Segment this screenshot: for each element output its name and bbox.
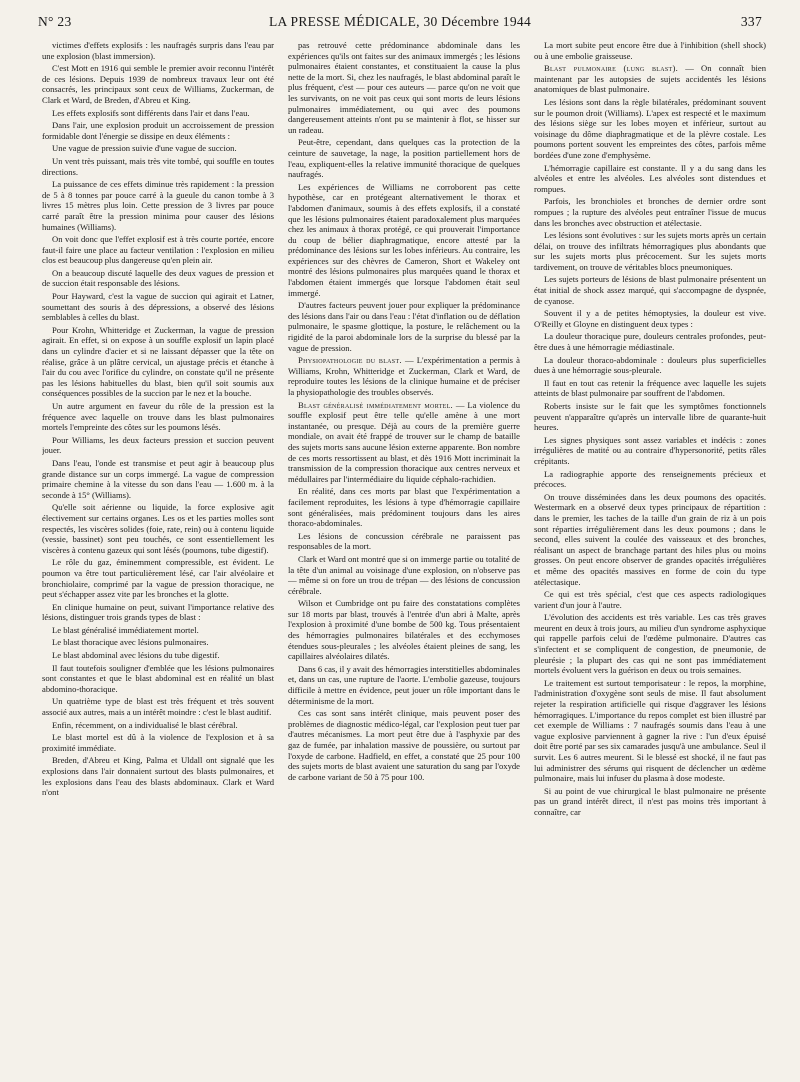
paragraph: Le blast abdominal avec lésions du tube digestif.	[52, 650, 220, 661]
section-text: — On connaît bien maintenant par les autopsies de sujets accidentés les lésions anatomiques de blast pulmonaire.	[534, 63, 766, 95]
paragraph: pas retrouvé cette prédominance abdominale dans les expériences qu'ils ont faites sur des animaux immergés ; les lésions pulmonaires étaient constantes, et constituaient la cause la plus nette de la mort. Si, chez les naufragés, le blast abdominal paraît le plus fréquent, c'est — pour ces auteurs — parce qu'on ne voit que les survivants, on ne voit pas ceux qui sont morts de leurs lésions pulmonaires immédiatement, ou qui avec des poumons dangereusement atteints n'ont pu se maintenir à flot, se hisser sur un radeau.	[288, 40, 520, 135]
paragraph: Un vent très puissant, mais très vite tombé, qui souffle en toutes directions.	[42, 155, 274, 177]
paragraph: Pour Hayward, c'est la vague de succion qui agirait et Latner, soumettant des souris à des dépressions, a observé des lésions semblables à celles du blast.	[42, 291, 274, 323]
paragraph: Si au point de vue chirurgical le blast pulmonaire ne présente pas un grand intérêt direct, il n'est pas moins très important à connaître, car	[534, 785, 766, 817]
section-heading: Blast généralisé immédiatement mortel.	[298, 399, 453, 410]
paragraph: Dans l'air, une explosion produit un accroissement de pression formidable dont l'énergie se dissipe en deux éléments :	[42, 120, 274, 141]
paragraph: Pour Krohn, Whitteridge et Zuckerman, la vague de pression agirait. En effet, si on expose à un souffle explosif un lapin placé dans un cylindre d'acier et si ne laissant dépasser que la tête on réalise, grâce à un plâtre cervical, un ajustage précis et étanche à l'air du cou avec l'orifice du cylindre, on constate qu'il ne présente pas les lésions habituelles du blast, bien qu'il soit soumis aux conséquences possibles de la succion par le nez et la bouche.	[42, 324, 274, 399]
paragraph: La douleur thoracique pure, douleurs centrales profondes, peut-être dues à une hémorragie médiastinale.	[534, 331, 766, 353]
paragraph: Le rôle du gaz, éminemment compressible, est évident. Le poumon va être tout particulièrement lésé, car l'air alvéolaire et bronchiolaire, comprimé par la vague de pression thoracique, ne peut s'échapper assez vite par les bronches et la glotte.	[42, 557, 274, 600]
middle-paragraphs-a	[288, 40, 520, 353]
paragraph: Les lésions sont dans la règle bilatérales, prédominant souvent sur le poumon droit (Williams). L'apex est respecté et le maximum des lésions siège sur les lobes moyen et inférieur, surtout au voisinage du dôme diaphragmatique et de la plèvre costale. Les poumons portent souvent les empreintes des côtes, parfois même bordées d'une zone d'emphysème.	[534, 96, 766, 160]
section-physiopathologie	[288, 355, 520, 397]
paragraph: Le blast mortel est dû à la violence de l'explosion et à sa proximité immédiate.	[42, 732, 274, 753]
paragraph: C'est Mott en 1916 qui semble le premier avoir reconnu l'intérêt de ces lésions. Depuis 1939 de nombreux travaux leur ont été consacrés, les principaux sont ceux de Williams, Zuckerman, de Clark et Ward, de Breden, d'Abreu et King.	[42, 63, 274, 105]
paragraph: D'autres facteurs peuvent jouer pour expliquer la prédominance des lésions dans l'air ou dans l'eau : l'état d'inflation ou de déflation pulmonaire, le spasme glottique, la posture, le relâchement ou la rigidité de la paroi abdominale lors de la surprise du blessé par la vague de pression.	[288, 300, 520, 353]
paragraph: Wilson et Cumbridge ont pu faire des constatations complètes sur 18 morts par blast, trouvés à l'entrée d'un abri à Malte, après l'explosion à proximité d'une bombe de 500 kg. Tous présentaient des hémorragies pulmonaires bilatérales et des ecchymoses étendues sous-pleurales ; les alvéoles étaient pleines de sang, les capillaires alvéolaires dilatés.	[288, 598, 520, 662]
paragraph: On voit donc que l'effet explosif est à très courte portée, encore faut-il faire une place au facteur ventilation : l'explosion en milieu clos est beaucoup plus dangereuse qu'en plein air.	[42, 234, 274, 266]
section-text: — La violence du souffle explosif peut être telle qu'elle amène à une mort instantanée, ou presque. Déjà au cours de la première guerre mondiale, on avait été frappé de trouver sur le champ de bataille des sujets morts sans aucune lésion externe apparente. Bon nombre de ces morts ressortissent au blast, et dès 1916 Mott incriminait la transmission de la compression thoracique aux centres nerveux et médullaires par l'intermédiaire du liquide céphalo-rachidien.	[288, 399, 520, 484]
paragraph: Les expériences de Williams ne corroborent pas cette hypothèse, car en protégeant alternativement le thorax et l'abdomen d'animaux, soumis à des effets explosifs, il a constaté que les lésions pulmonaires étaient paradoxalement plus marquées chez les animaux à thorax protégé, ce qui prouverait l'importance du coup de bélier diaphragmatique, encore attesté par la prédominance des lésions sur les lobes inférieurs. Au contraire, les expériences sur des chèvres de Cameron, Short et Wakeley ont montré des lésions pulmonaires plus marquées quand le thorax et l'abdomen étaient immergés que lorsque l'abdomen était seul immergé.	[288, 181, 520, 298]
paragraph: L'hémorragie capillaire est constante. Il y a du sang dans les alvéoles et entre les alvéoles. Les alvéoles sont distendues et rompues.	[534, 162, 766, 194]
paragraph: La radiographie apporte des renseignements précieux et précoces.	[534, 468, 766, 490]
paragraph: Les effets explosifs sont différents dans l'air et dans l'eau.	[52, 107, 250, 118]
paragraph: Les lésions de concussion cérébrale ne paraissent pas responsables de la mort.	[288, 530, 520, 552]
paragraph: En réalité, dans ces morts par blast que l'expérimentation a facilement reproduites, les lésions à type d'hémorragie capillaire sont généralisées, mais prédominent toujours dans les aires thoraco-abdominales.	[288, 486, 520, 529]
paragraph: Enfin, récemment, on a individualisé le blast cérébral.	[52, 719, 238, 730]
paragraph: La douleur thoraco-abdominale : douleurs plus superficielles dues à une hémorragie sous-pleurale.	[534, 354, 766, 376]
paragraph: Qu'elle soit aérienne ou liquide, la force explosive agit électivement sur certains organes. Les os et les parties molles sont respectés, les viscères solides (foie, rate, rein) ou à contenu liquide (vessie, bassinet) sont peu touchés, ce sont essentiellement les viscères à contenu gazeux qui sont lésés (poumons, tube digestif).	[42, 502, 274, 555]
section-blast-pulmonaire	[534, 63, 766, 95]
section-heading: Blast pulmonaire (lung blast).	[544, 63, 679, 74]
paragraph: Une vague de pression suivie d'une vague de succion.	[52, 143, 237, 154]
section-heading: Physiopathologie du blast.	[298, 355, 402, 366]
paragraph: Roberts insiste sur le fait que les symptômes fonctionnels peuvent n'apparaître qu'après un intervalle libre de quarante-huit heures.	[534, 401, 766, 433]
paragraph: En clinique humaine on peut, suivant l'importance relative des lésions, distinguer trois grands types de blast :	[42, 601, 274, 623]
paragraph: Il faut en tout cas retenir la fréquence avec laquelle les sujets atteints de blast pulmonaire par souffrent de l'abdomen.	[534, 377, 766, 399]
page-header	[38, 14, 762, 34]
paragraph: Parfois, les bronchioles et bronches de dernier ordre sont rompues ; la rupture des alvéoles peut entraîner l'issue de mucus dans les bronches avec obstruction et atélectasie.	[534, 196, 766, 228]
right-paragraphs-a	[534, 40, 766, 61]
page-number: 337	[740, 14, 762, 29]
paragraph: Dans l'eau, l'onde est transmise et peut agir à beaucoup plus grande distance sur un corps immergé. La vague de compression primaire chemine à la vitesse du son dans l'eau — 1.600 m. à la seconde à 15° (Williams).	[42, 457, 274, 500]
column-right	[534, 40, 766, 1076]
right-paragraphs-b	[534, 97, 766, 818]
section-blast-mortel	[288, 400, 520, 485]
paragraph: On trouve disséminées dans les deux poumons des opacités. Westermark en a observé deux types principaux de répartition : dans le premier, les taches de la taille d'un grain de riz à un pois sont réparties irrégulièrement dans les deux poumons ; dans le second, elles suivent la coulée des vaisseaux et des bronches, réalisant un aspect de branchage partant des hiles plus ou moins grosses. On peut encore observer de grandes opacités irrégulières et même des opacités massives en forme de coin du type atélectasique.	[534, 491, 766, 587]
column-left	[42, 40, 274, 1076]
journal-title: LA PRESSE MÉDICALE, 30 Décembre 1944	[268, 14, 532, 29]
paragraph: L'évolution des accidents est très variable. Les cas très graves meurent en deux à trois jours, au milieu d'un syndrome asphyxique qui rappelle parfois celui de l'œdème pulmonaire. D'autres cas s'infectent et se compliquent de congestion, de pneumonie, de pleurésie ; la plupart des cas qui ne sont pas immédiatement mortels évoluent vers la guérison en deux ou trois semaines.	[534, 612, 766, 676]
paragraph: Les signes physiques sont assez variables et indécis : zones irrégulières de matité ou au contraire d'hypersonorité, petits râles crépitants.	[534, 434, 766, 466]
paragraph: Ces cas sont sans intérêt clinique, mais peuvent poser des problèmes de diagnostic médico-légal, car l'explosion peut tuer par d'autres mécanismes. La mort peut être due à l'asphyxie par des gaz de fumée, par inhalation massive de poussière, ou surtout par l'oxyde de carbone. Hadfield, en effet, a constaté que 25 pour 100 des sujets morts de blast avaient une saturation du sang par l'oxyde de carbone variant de 50 à 75 pour 100.	[288, 708, 520, 782]
paragraph: Pour Williams, les deux facteurs pression et succion peuvent jouer.	[42, 434, 274, 456]
paragraph: victimes d'effets explosifs : les naufragés surpris dans l'eau par une explosion (blast immersion).	[42, 40, 274, 61]
section-text: — L'expérimentation a permis à Williams, Krohn, Whitteridge et Zuckerman, Clark et Ward, de reproduire toutes les lésions de la clinique humaine et de préciser la physiopathologie des troubles observés.	[288, 355, 520, 397]
paragraph: Souvent il y a de petites hémoptysies, la douleur est vive. O'Reilly et Gloyne en distinguent deux types :	[534, 308, 766, 329]
issue-number: N° 23	[38, 14, 72, 29]
paragraph: La puissance de ces effets diminue très rapidement : la pression de 5 à 8 tonnes par pouce carré à la gueule du canon tombe à 3 livres 15 mètres plus loin. Cette pression de 3 livres par pouce carré paraît être la pression minima pour causer des lésions humaines (Williams).	[42, 179, 274, 232]
paragraph: Dans 6 cas, il y avait des hémorragies interstitielles abdominales et, dans un cas, une rupture de l'aorte. L'embolie gazeuse, toujours difficile à mettre en évidence, peut jouer un rôle important dans le déterminisme de la mort.	[288, 663, 520, 706]
paragraph: On a beaucoup discuté laquelle des deux vagues de pression et de succion était responsable des lésions.	[42, 267, 274, 289]
paragraph: Les sujets porteurs de lésions de blast pulmonaire présentent un état initial de shock assez marqué, qui s'accompagne de dyspnée, de cyanose.	[534, 274, 766, 306]
paragraph: Clark et Ward ont montré que si on immerge partie ou totalité de la tête d'un animal au voisinage d'une explosion, on n'observe pas — même si on fore un trou de trépan — des lésions de concussion cérébrale.	[288, 553, 520, 596]
paragraph: Le blast thoracique avec lésions pulmonaires.	[52, 637, 209, 648]
paragraph: Breden, d'Abreu et King, Palma et Uldall ont signalé que les explosions dans l'air donnaient surtout des blasts pulmonaires, et les explosions dans l'eau des blasts abdominaux. Clark et Ward n'ont	[42, 755, 274, 798]
paragraph: Les lésions sont évolutives : sur les sujets morts après un certain délai, on trouve des infiltrats hémorragiques plus abondants que sur les sujets morts plus précocement. Sur les sujets morts tardivement, on trouve de véritables blocs pneumoniques.	[534, 230, 766, 272]
paragraph: Le traitement est surtout temporisateur : le repos, la morphine, l'administration d'oxygène sont seuls de mise. Il faut absolument rejeter la respiration artificielle qui risque d'aggraver les lésions hémorragiques. L'importance du repos complet est bien illustré par cet exemple de Williams : 7 naufragés soumis dans l'eau à une vague explosive parviennent à gagner la rive : l'un d'eux épuisé doit être porté par ses six camarades jusqu'à une ambulance. Seul il survit. Les 6 autres meurent. Si le blessé est shocké, il ne faut pas lui administrer des sérums qui risquent de déclencher un œdème pulmonaire, mais lui infuser du plasma à dose modeste.	[534, 677, 766, 784]
middle-paragraphs-b	[288, 486, 520, 782]
paragraph: Il faut toutefois souligner d'emblée que les lésions pulmonaires sont constantes et que le blast abdominal est en réalité un blast abdomino-thoracique.	[42, 662, 274, 694]
column-middle	[288, 40, 520, 1076]
paragraph: Un quatrième type de blast est très fréquent et très souvent associé aux autres, mais a un intérêt moindre : c'est le blast auditif.	[42, 696, 274, 718]
paragraph: Un autre argument en faveur du rôle de la pression est la fréquence avec laquelle on trouve dans les blast pulmonaires mortels l'empreinte des côtes sur les poumons lésés.	[42, 401, 274, 433]
paragraph: La mort subite peut encore être due à l'inhibition (shell shock) ou à une embolie graisseuse.	[534, 40, 766, 61]
paragraph: Le blast généralisé immédiatement mortel.	[52, 624, 199, 635]
paragraph: Peut-être, cependant, dans quelques cas la protection de la ceinture de sauvetage, la nage, la position partiellement hors de l'eau, expliquent-elles la relative immunité thoracique de quelques naufragés.	[288, 137, 520, 180]
paragraph: Ce qui est très spécial, c'est que ces aspects radiologiques varient d'un jour à l'autre.	[534, 589, 766, 610]
